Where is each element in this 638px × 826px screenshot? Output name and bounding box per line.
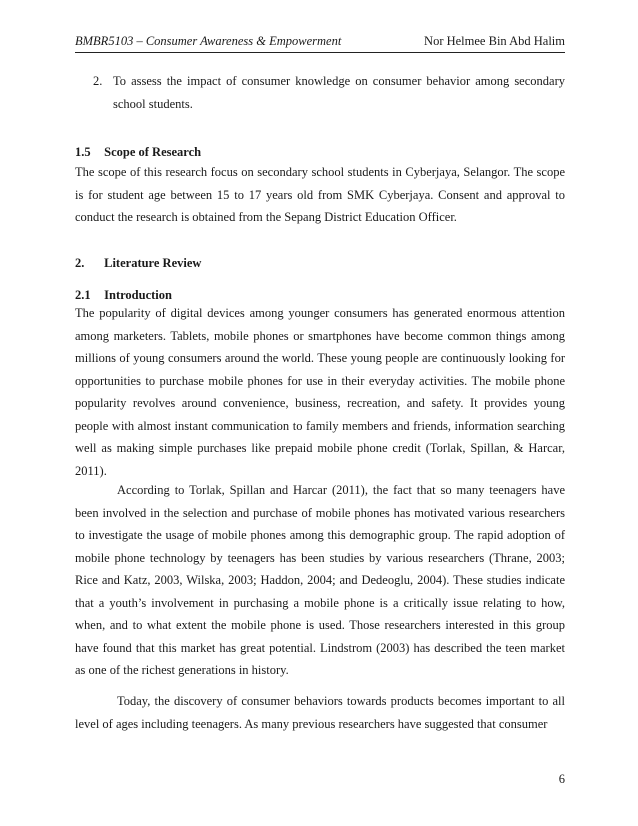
- section-number: 1.5: [75, 145, 91, 159]
- objective-list-item: [93, 70, 565, 115]
- header-course-title: BMBR5103 – Consumer Awareness & Empowerment: [75, 34, 342, 48]
- intro-paragraph-2: According to Torlak, Spillan and Harcar (2011), the fact that so many teenagers have been involved in the selection and purchase of mobile phones has motivated various researchers to investigate the usage of mobile phones among this demographic group. The rapid adoption of mobile phone technology by teenagers has been studies by various researchers (Thrane, 2003; Rice and Katz, 2003, Wilska, 2003; Haddon, 2004; and Dedeoglu, 2004). These studies indicate that a youth’s involvement in purchasing a mobile phone is a critically issue relating to how, when, and to what extent the mobile phone is used. Those researchers interested in this group have found that this market has great potential. Lindstrom (2003) has described the teen market as one of the richest generations in history.: [75, 483, 565, 677]
- scope-paragraph: The scope of this research focus on secondary school students in Cyberjaya, Selangor. The scope is for student age between 15 to 17 years old from SMK Cyberjaya. Consent and approval to conduct the research is obtained from the Sepang District Education Officer.: [75, 165, 565, 224]
- objective-text: To assess the impact of consumer knowledge on consumer behavior among secondary school students.: [113, 74, 565, 111]
- section-heading-2-1: [75, 288, 172, 303]
- objective-number: 2.: [93, 74, 103, 88]
- page-number: 6: [558, 772, 565, 786]
- section-title: Introduction: [104, 288, 172, 302]
- section-number: 2.1: [75, 288, 91, 302]
- section-title: Literature Review: [104, 256, 202, 270]
- section-number: 2.: [75, 256, 85, 270]
- section-heading-1-5: [75, 145, 201, 160]
- page-header: [75, 34, 565, 53]
- intro-paragraph-1: The popularity of digital devices among younger consumers has generated enormous attention among marketers. Tablets, mobile phones or smartphones have become common things among millions of young consumers around the world. These young people are continuously looking for opportunities to purchase mobile phones for use in their everyday activities. The mobile phone popularity revolves around convenience, business, recreation, and safety. It provides young people with almost instant communication to family members and friends, information searching well as making simple purchases like prepaid mobile phone credit (Torlak, Spillan, & Harcar, 2011).: [75, 306, 565, 478]
- section-heading-2: [75, 256, 201, 271]
- section-title: Scope of Research: [104, 145, 202, 159]
- header-author: Nor Helmee Bin Abd Halim: [424, 34, 565, 48]
- intro-paragraph-3: Today, the discovery of consumer behaviors towards products becomes important to all level of ages including teenagers. As many previous researchers have suggested that consumer: [75, 694, 565, 731]
